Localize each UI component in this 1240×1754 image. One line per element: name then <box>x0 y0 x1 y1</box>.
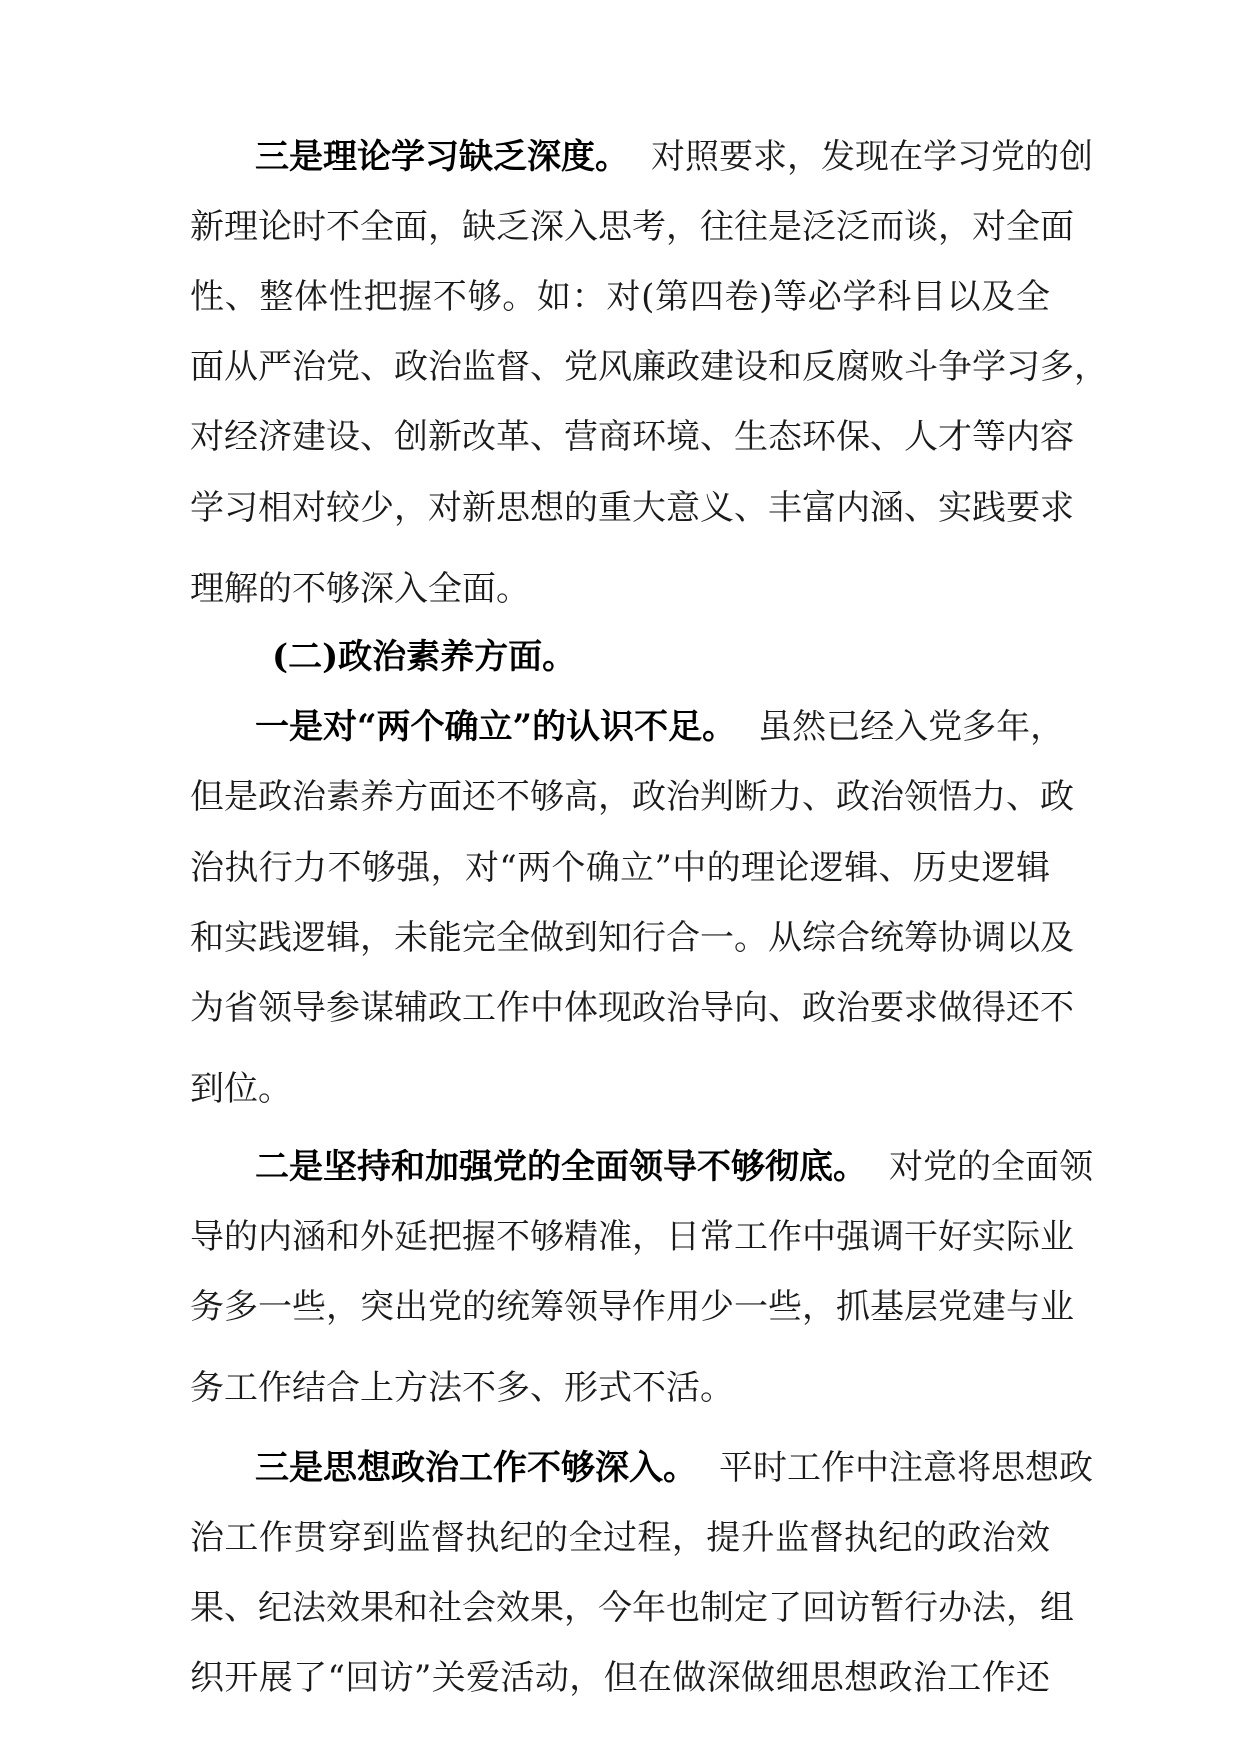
text-line: 导的内涵和外延把握不够精准，日常工作中强调干好实际业 <box>190 1217 1074 1257</box>
text-line: 务多一些，突出党的统筹领导作用少一些，抓基层党建与业 <box>190 1287 1074 1327</box>
paragraph-heading: 二是坚持和加强党的全面领导不够彻底。 <box>255 1147 867 1187</box>
text-line: 为省领导参谋辅政工作中体现政治导向、政治要求做得还不 <box>190 988 1074 1028</box>
paragraph-heading: 三是思想政治工作不够深入。 <box>255 1448 697 1488</box>
paragraph-heading: 一是对“两个确立”的认识不足。 <box>255 707 737 747</box>
text-line: 性、整体性把握不够。如：对(第四卷)等必学科目以及全 <box>190 277 1050 317</box>
text-line: 治执行力不够强，对“两个确立”中的理论逻辑、历史逻辑 <box>190 848 1050 888</box>
text-line: 和实践逻辑，未能完全做到知行合一。从综合统筹协调以及 <box>190 918 1074 958</box>
text-line: 对经济建设、创新改革、营商环境、生态环保、人才等内容 <box>190 417 1074 457</box>
text-line: 务工作结合上方法不多、形式不活。 <box>190 1368 734 1408</box>
section-title: (二)政治素养方面。 <box>272 637 577 677</box>
text-line: 三是理论学习缺乏深度。 对照要求，发现在学习党的创 <box>255 137 1093 177</box>
text-line: 理解的不够深入全面。 <box>190 569 530 609</box>
text-line: 三是思想政治工作不够深入。 平时工作中注意将思想政 <box>255 1448 1093 1488</box>
text-line: 果、纪法效果和社会效果，今年也制定了回访暂行办法，组 <box>190 1588 1074 1628</box>
text-line: 但是政治素养方面还不够高，政治判断力、政治领悟力、政 <box>190 777 1074 817</box>
text-line: 学习相对较少，对新思想的重大意义、丰富内涵、实践要求 <box>190 488 1074 528</box>
paragraph-heading: 三是理论学习缺乏深度。 <box>255 137 629 177</box>
text-line: 新理论时不全面，缺乏深入思考，往往是泛泛而谈，对全面 <box>190 207 1074 247</box>
text-line: 一是对“两个确立”的认识不足。 虽然已经入党多年， <box>255 707 1065 747</box>
text-line: 织开展了“回访”关爱活动，但在做深做细思想政治工作还 <box>190 1658 1050 1698</box>
text-line: 到位。 <box>190 1069 292 1109</box>
text-line: 治工作贯穿到监督执纪的全过程，提升监督执纪的政治效 <box>190 1518 1050 1558</box>
text-line: 二是坚持和加强党的全面领导不够彻底。 对党的全面领 <box>255 1147 1093 1187</box>
text-line: 面从严治党、政治监督、党风廉政建设和反腐败斗争学习多， <box>190 347 1108 387</box>
